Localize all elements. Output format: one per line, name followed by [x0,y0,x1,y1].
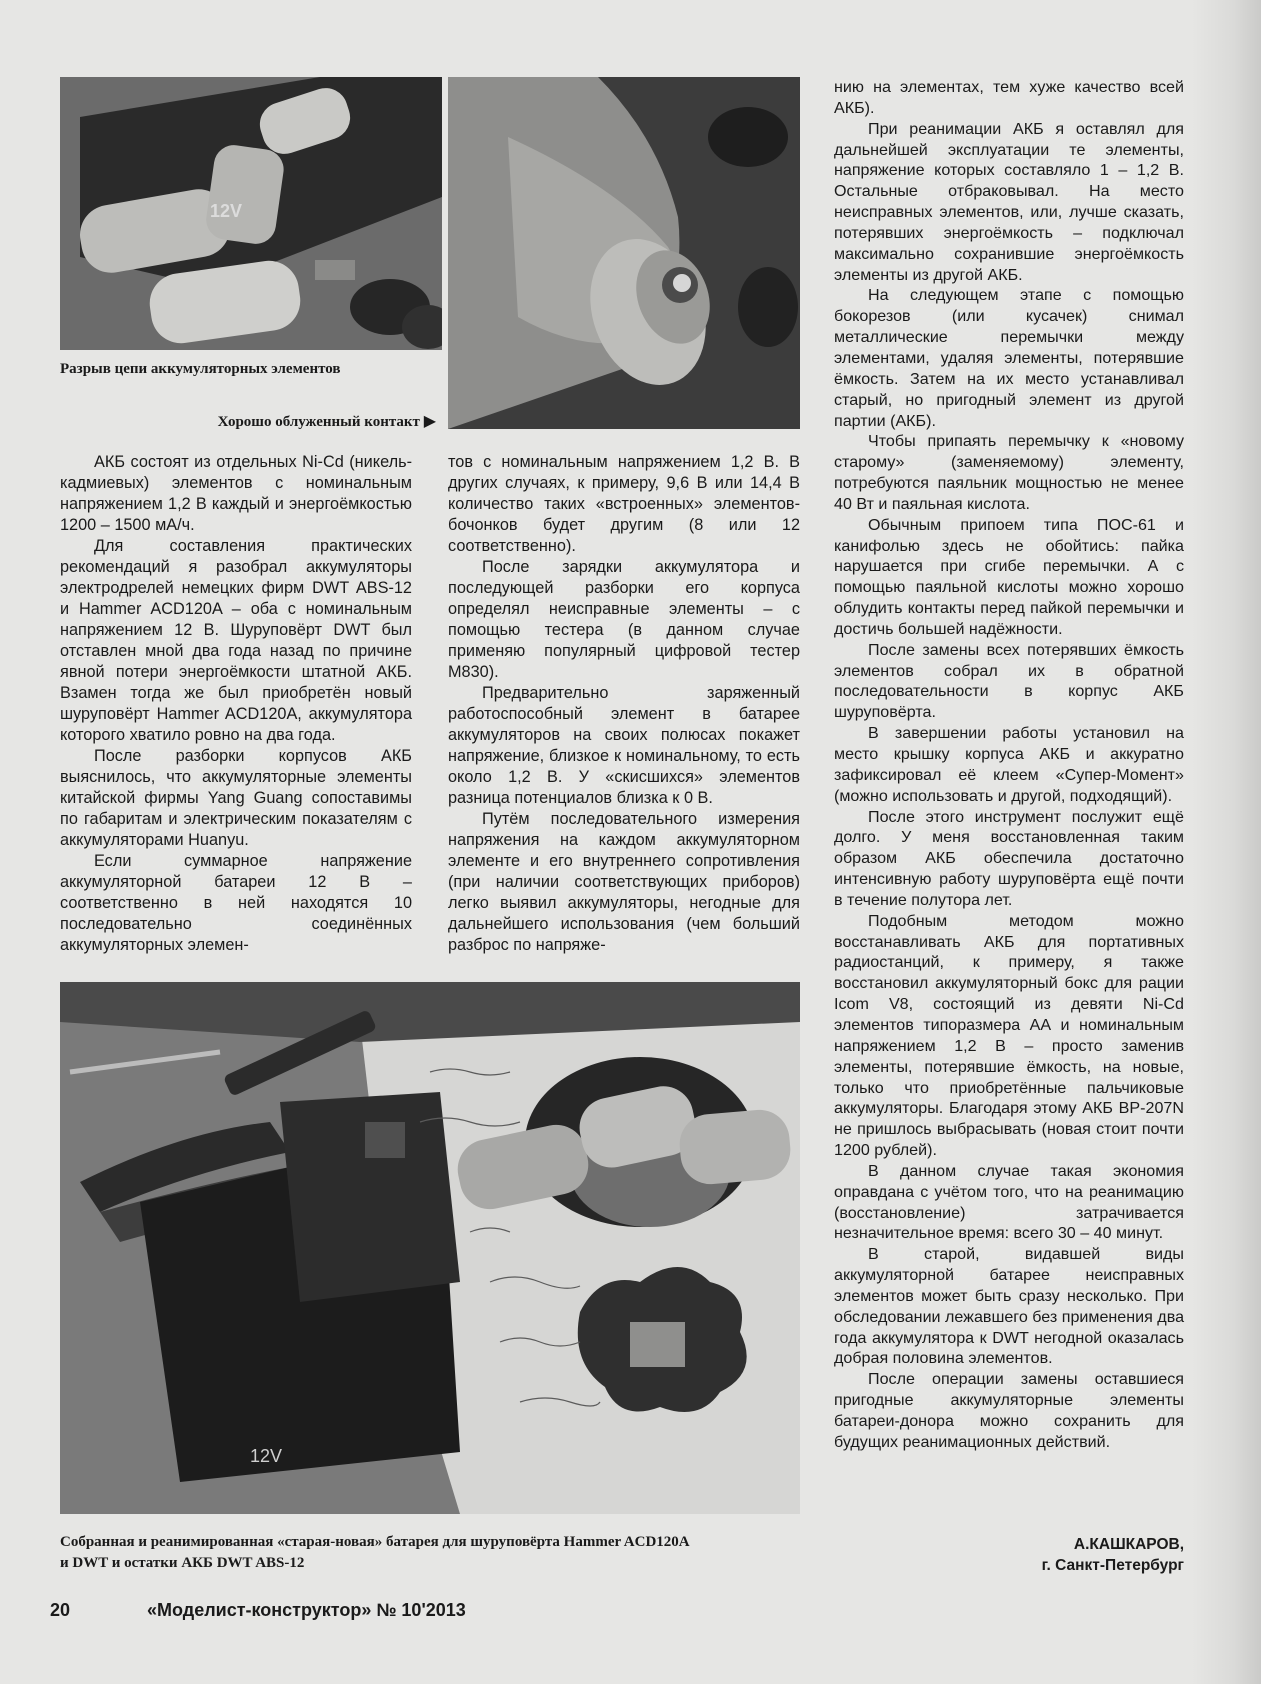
paragraph: Подобным методом можно восстанавливать АКБ для портативных радиостанций, к примеру, я также восстановил аккумуляторный бокс для рации Icom V8, состоящий из девяти Ni-Cd элементов типоразмера АА и номинальным напряжением 1,2 В – просто заменив элементы, потерявшие ёмкость, на новые, только что приобретённые пальчиковые аккумуляторы. Благодаря этому АКБ BP-207N не пришлось выбрасывать (новая стоит почти 1200 рублей). [834,911,1184,1160]
paragraph: АКБ состоят из отдельных Ni-Cd (никель-кадмиевых) элементов с номинальным напряжением 1,2 В каждый и энергоёмкостью 1200 – 1500 мА/ч. [60,453,412,534]
paragraph: На следующем этапе с помощью бокорезов (или кусачек) снимал металлические перемычки между элементами, удаляя элементы, потерявшие ёмкость. Затем на их место устанавливал старый, но пригодный элемент из другой партии (АКБ). [834,286,1184,430]
paragraph: Путём последовательного измерения напряжения на каждом аккумуляторном элементе и его внутреннего сопротивления (при наличии соответствующих приборов) легко выявил аккумуляторы, негодные для дальнейшего использования (чем больший разброс по напряже- [448,810,800,954]
author-city: г. Санкт-Петербург [1041,1557,1184,1574]
text-column-2 [448,452,800,956]
page-footer [50,1600,466,1621]
caption-battery-line-2: и DWT и остатки АКБ DWT ABS-12 [60,1555,305,1571]
paragraph: В старой, видавшей виды аккумуляторной батарее неисправных элементов может быть сразу несколько. При обследовании лежавшего без применения два года аккумулятора к DWT негодной оказалась добрая половина элементов. [834,1245,1185,1368]
paragraph: Для составления практических рекомендаций я разобрал аккумуляторы электродрелей немецких фирм DWT ABS-12 и Hammer ACD120A – оба с номинальным напряжением 12 В. Шуруповёрт DWT был отставлен мной два года назад по причине явной потери энергоёмкости штатной АКБ. Взамен тогда же был приобретён новый шуруповёрт Hammer ACD120A, аккумулятора которого хватило ровно на два года. [60,537,412,744]
photo-broken-circuit [60,77,442,350]
paragraph: После разборки корпусов АКБ выяснилось, что аккумуляторные элементы китайской фирмы Yang Guang сопоставимы по габаритам и электрическим показателям с аккумуляторами Huanyu. [60,747,412,849]
author-signature [1042,1534,1184,1576]
battery-label-12v-bottom: 12V [250,1446,283,1466]
photo-tinned-contact-image [448,77,800,429]
paragraph: Если суммарное напряжение аккумуляторной батареи 12 В – соответственно в ней находятся 10 последовательно соединённых аккумуляторных элемен- [60,852,412,954]
battery-label-12v: 12V [210,201,243,221]
caption-broken-circuit: Разрыв цепи аккумуляторных элементов [60,361,341,377]
paragraph: тов с номинальным напряжением 1,2 В. В других случаях, к примеру, 9,6 В или 14,4 В количество таких «встроенных» элементов-бочонков будет другим (8 или 12 соответственно). [448,453,800,555]
caption-battery-line-1: Собранная и реанимированная «старая-новая» батарея для шуруповёрта Hammer ACD120A [60,1534,690,1550]
text-column-3 [834,77,1184,1453]
author-name: А.КАШКАРОВ, [1073,1536,1184,1553]
paragraph: Предварительно заряженный работоспособный элемент в батарее аккумуляторов на своих полюсах покажет напряжение, близкое к номинальному, то есть около 1,2 В. У «скисшихся» элементов разница потенциалов близка к 0 В. [448,684,800,807]
arrow-right-icon: ▶ [423,413,436,430]
photo-reanimated-battery [60,982,800,1514]
paragraph: Чтобы припаять перемычку к «новому старому» (заменяемому) элементу, потребуются паяльник мощностью не менее 40 Вт и паяльная кислота. [834,432,1184,513]
paragraph: В данном случае такая экономия оправдана с учётом того, что на реанимацию (восстановление) затрачивается незначительное время: всего 30 – 40 минут. [834,1161,1184,1243]
photo-broken-circuit-image [60,77,442,350]
caption-tinned-contact [218,411,436,431]
caption-tinned-contact-text: Хорошо облуженный контакт [217,414,420,430]
photo-reanimated-battery-image [60,982,800,1514]
paragraph: После этого инструмент послужит ещё долго. У меня восстановленная таким образом АКБ обеспечила достаточно интенсивную работу шуруповёрта ещё почти в течение полутора лет. [834,807,1184,909]
photo-tinned-contact [448,77,800,429]
page-number: 20 [50,1600,71,1620]
paragraph: После операции замены оставшиеся пригодные аккумуляторные элементы батареи-донора можно сохранить для будущих реанимационных действий. [834,1370,1184,1451]
magazine-title: «Моделист-конструктор» № 10'2013 [147,1600,466,1620]
paragraph: После замены всех потерявших ёмкость элементов собрал их в обратной последовательности в корпус АКБ шуруповёрта. [834,640,1184,722]
page-edge-shadow [1191,0,1261,1684]
paragraph: нию на элементах, тем хуже качество всей АКБ). [834,78,1184,117]
paragraph: Обычным припоем типа ПОС-61 и канифолью здесь не обойтись: пайка нарушается при сгибе перемычки. А с помощью паяльной кислоты можно хорошо облудить контакты перед пайкой перемычки и достичь большей надёжности. [834,515,1184,638]
text-column-1 [60,452,412,956]
paragraph: В завершении работы установил на место крышку корпуса АКБ и аккуратно зафиксировал её клеем «Супер-Момент» (можно использовать и другой, подходящий). [834,724,1184,805]
paragraph: При реанимации АКБ я оставлял для дальнейшей эксплуатации те элементы, напряжение которых составляло 1 – 1,2 В. Остальные отбраковывал. На место неисправных элементов, или, лучше сказать, потерявших энергоёмкость – подключал максимально сохранившие энергоёмкость элементы из другой АКБ. [834,119,1184,284]
paragraph: После зарядки аккумулятора и последующей разборки его корпуса определял неисправные элементы – с помощью тестера (в данном случае применяю популярный цифровой тестер M830). [448,558,800,681]
